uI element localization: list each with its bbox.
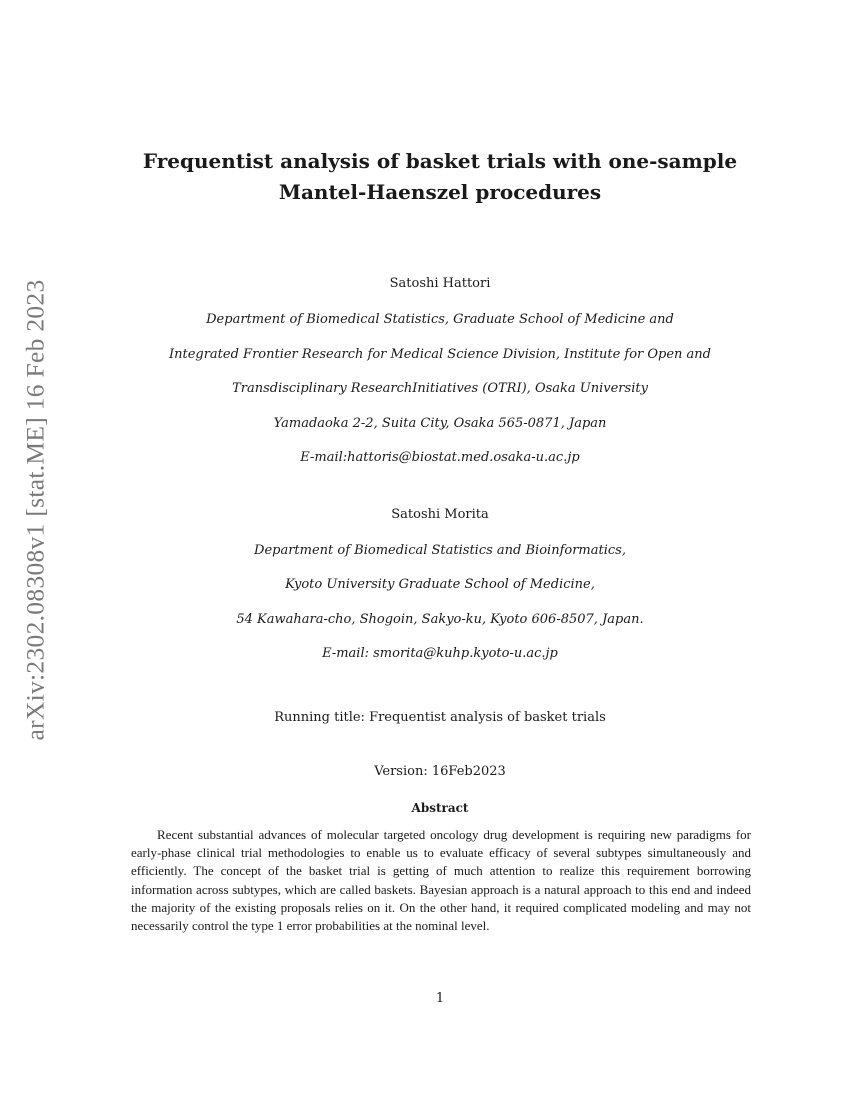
abstract-heading: Abstract (411, 801, 469, 815)
author-2-affiliation-line-2: Kyoto University Graduate School of Medicine, (285, 577, 595, 592)
author-1-address: Yamadaoka 2-2, Suita City, Osaka 565-0871, Japan (273, 415, 607, 431)
running-title: Running title: Frequentist analysis of basket trials (274, 710, 606, 725)
author-1 (90, 269, 790, 476)
author-2-address: 54 Kawahara-cho, Shogoin, Sakyo-ku, Kyoto 606-8507, Japan. (236, 611, 644, 627)
author-2-affiliation-line-1: Department of Biomedical Statistics and Bioinformatics, (254, 542, 626, 558)
author-block (90, 269, 790, 672)
paper-title-line-1: Frequentist analysis of basket trials with one-sample (142, 149, 738, 173)
paper-title-line-2: Mantel-Haenszel procedures (278, 180, 602, 204)
version-line: Version: 16Feb2023 (374, 764, 506, 779)
paper-title (90, 146, 790, 208)
arxiv-identifier-stamp (16, 258, 56, 762)
author-1-name: Satoshi Hattori (389, 276, 491, 291)
arxiv-identifier-text: arXiv:2302.08308v1 [stat.ME] 16 Feb 2023 (21, 279, 51, 741)
page-number: 1 (435, 991, 445, 1006)
author-1-affiliation-line-3: Transdisciplinary ResearchInitiatives (OTRI), Osaka University (232, 381, 648, 396)
author-2 (90, 500, 790, 672)
author-2-name: Satoshi Morita (391, 506, 489, 522)
author-1-affiliation-line-2: Integrated Frontier Research for Medical Science Division, Institute for Open and (168, 346, 712, 362)
abstract-text: Recent substantial advances of molecular targeted oncology drug development is requiring new paradigms for early-phase clinical trial methodologies to enable us to evaluate efficacy of several subtypes simultaneously and efficiently. The concept of the basket trial is getting of much attention to realize this requirement borrowing information across subtypes, which are called baskets. Bayesian approach is a natural approach to this end and indeed the majority of the existing proposals relies on it. On the other hand, it required complicated modeling and may not necessarily control the type 1 error probabilities at the nominal level. (131, 827, 751, 934)
author-1-email: E-mail:hattoris@biostat.med.osaka-u.ac.jp (300, 450, 580, 465)
author-1-affiliation-line-1: Department of Biomedical Statistics, Graduate School of Medicine and (206, 312, 674, 327)
author-2-email: E-mail: smorita@kuhp.kyoto-u.ac.jp (322, 646, 558, 661)
